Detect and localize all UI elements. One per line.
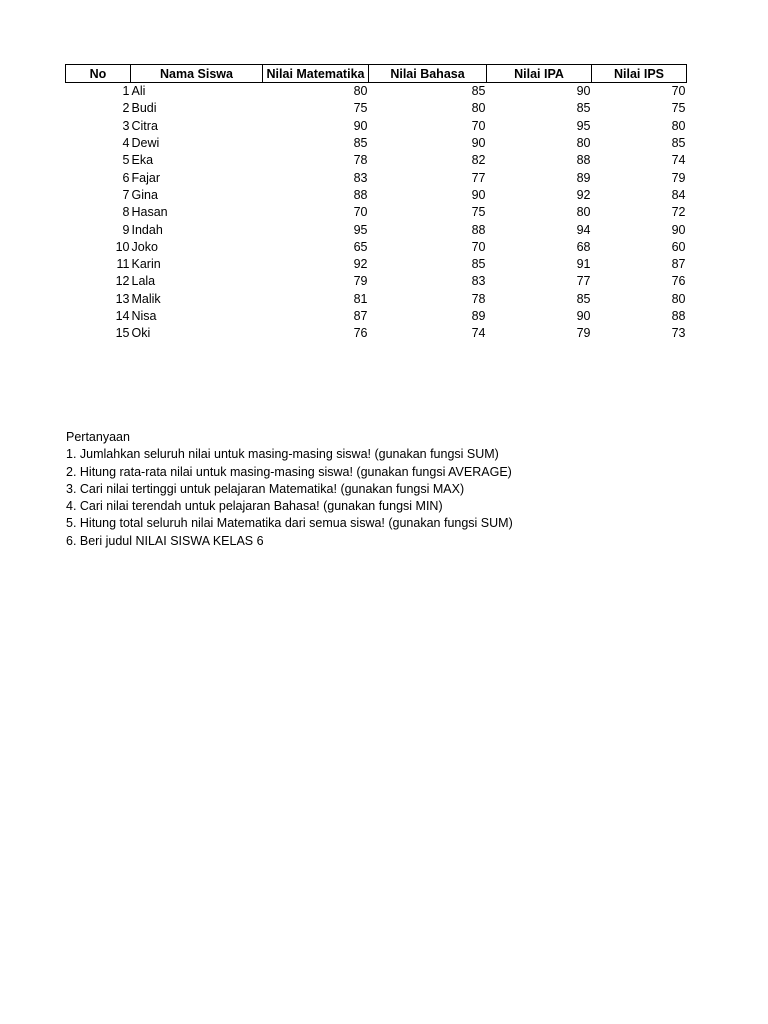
cell-nilai-bahasa[interactable]: 85	[471, 257, 486, 272]
cell-no[interactable]: 14	[115, 309, 130, 323]
cell-nilai-matematika[interactable]: 95	[353, 222, 368, 237]
cell-no[interactable]: 9	[122, 222, 130, 237]
cell-no[interactable]: 4	[122, 136, 130, 151]
cell-nilai-ips[interactable]: 79	[671, 170, 686, 185]
table-row	[66, 187, 687, 204]
cell-nilai-bahasa[interactable]: 77	[471, 170, 486, 185]
cell-nama-siswa[interactable]: Budi	[131, 101, 157, 116]
cell-nilai-ipa[interactable]: 85	[576, 291, 591, 306]
cell-no[interactable]: 15	[115, 326, 130, 341]
cell-nilai-ipa[interactable]: 90	[576, 309, 591, 323]
cell-nilai-matematika[interactable]: 79	[353, 274, 368, 289]
cell-nilai-matematika[interactable]: 90	[353, 118, 368, 133]
cell-nilai-ips[interactable]: 60	[671, 239, 686, 254]
cell-nilai-bahasa[interactable]: 83	[471, 274, 486, 289]
table-row	[66, 118, 687, 135]
cell-nilai-bahasa[interactable]: 89	[471, 309, 486, 323]
cell-nilai-matematika[interactable]: 78	[353, 153, 368, 168]
table-row	[66, 273, 687, 290]
question-item[interactable]: 4. Cari nilai terendah untuk pelajaran Bahasa! (gunakan fungsi MIN)	[66, 499, 443, 514]
cell-nilai-bahasa[interactable]: 90	[471, 136, 486, 151]
cell-nilai-ipa[interactable]: 92	[576, 187, 591, 202]
cell-nilai-bahasa[interactable]: 88	[471, 222, 486, 237]
cell-nilai-ips[interactable]: 87	[671, 257, 686, 272]
cell-nama-siswa[interactable]: Hasan	[131, 205, 168, 220]
header-nilai-ips[interactable]: Nilai IPS	[592, 65, 687, 83]
cell-nilai-matematika[interactable]: 70	[353, 205, 368, 220]
cell-nilai-bahasa[interactable]: 74	[471, 326, 486, 341]
header-row	[66, 65, 687, 83]
cell-nilai-bahasa[interactable]: 70	[471, 239, 486, 254]
table-row	[66, 204, 687, 221]
question-item[interactable]: 1. Jumlahkan seluruh nilai untuk masing-masing siswa! (gunakan fungsi SUM)	[66, 447, 499, 462]
questions-title[interactable]: Pertanyaan	[66, 430, 130, 444]
cell-nama-siswa[interactable]: Lala	[131, 274, 156, 289]
question-item[interactable]: 5. Hitung total seluruh nilai Matematika dari semua siswa! (gunakan fungsi SUM)	[66, 516, 513, 531]
cell-nilai-ips[interactable]: 88	[671, 309, 686, 323]
table-row	[66, 239, 687, 256]
table-row	[66, 291, 687, 308]
cell-nama-siswa[interactable]: Fajar	[131, 170, 160, 185]
cell-nilai-matematika[interactable]: 88	[353, 187, 368, 202]
cell-no[interactable]: 12	[115, 274, 130, 289]
cell-nilai-ips[interactable]: 76	[671, 274, 686, 289]
cell-nama-siswa[interactable]: Gina	[131, 187, 158, 202]
cell-nilai-ips[interactable]: 74	[671, 153, 686, 168]
cell-no[interactable]: 5	[122, 153, 130, 168]
questions-section	[66, 429, 706, 550]
cell-nama-siswa[interactable]: Citra	[131, 118, 158, 133]
cell-nama-siswa[interactable]: Joko	[131, 239, 158, 254]
cell-nilai-matematika[interactable]: 81	[353, 291, 368, 306]
cell-no[interactable]: 10	[115, 239, 130, 254]
cell-nama-siswa[interactable]: Ali	[131, 84, 146, 99]
header-nilai-matematika[interactable]: Nilai Matematika	[263, 65, 369, 83]
cell-nilai-ipa[interactable]: 80	[576, 205, 591, 220]
table-row	[66, 221, 687, 238]
cell-nama-siswa[interactable]: Eka	[131, 153, 154, 168]
cell-nilai-ipa[interactable]: 68	[576, 239, 591, 254]
cell-nama-siswa[interactable]: Indah	[131, 222, 163, 237]
cell-nilai-ipa[interactable]: 77	[576, 274, 591, 289]
cell-nama-siswa[interactable]: Malik	[131, 291, 161, 306]
cell-nilai-ipa[interactable]: 80	[576, 136, 591, 151]
cell-no[interactable]: 11	[116, 257, 130, 272]
cell-nilai-bahasa[interactable]: 82	[471, 153, 486, 168]
cell-nilai-matematika[interactable]: 65	[353, 239, 368, 254]
cell-nilai-matematika[interactable]: 87	[353, 309, 368, 323]
cell-nilai-ipa[interactable]: 95	[576, 118, 591, 133]
cell-nilai-ips[interactable]: 90	[671, 222, 686, 237]
header-nilai-bahasa[interactable]: Nilai Bahasa	[369, 65, 487, 83]
spreadsheet-area	[65, 64, 686, 342]
cell-nilai-ips[interactable]: 75	[671, 101, 686, 116]
cell-nilai-ipa[interactable]: 90	[576, 84, 591, 99]
cell-nilai-ipa[interactable]: 88	[576, 153, 591, 168]
cell-nilai-ips[interactable]: 70	[671, 84, 686, 99]
cell-nilai-ips[interactable]: 72	[671, 205, 686, 220]
cell-nilai-bahasa[interactable]: 85	[471, 84, 486, 99]
cell-nilai-bahasa[interactable]: 70	[471, 118, 486, 133]
cell-no[interactable]: 1	[122, 84, 130, 99]
cell-nilai-matematika[interactable]: 75	[353, 101, 368, 116]
cell-no[interactable]: 8	[122, 205, 130, 220]
header-nilai-ipa[interactable]: Nilai IPA	[487, 65, 592, 83]
cell-no[interactable]: 3	[122, 118, 130, 133]
table-row	[66, 308, 687, 325]
cell-nilai-matematika[interactable]: 92	[353, 257, 368, 272]
cell-nilai-ips[interactable]: 80	[671, 118, 686, 133]
cell-nilai-ipa[interactable]: 85	[576, 101, 591, 116]
question-item[interactable]: 6. Beri judul NILAI SISWA KELAS 6	[66, 533, 264, 548]
question-item[interactable]: 2. Hitung rata-rata nilai untuk masing-masing siswa! (gunakan fungsi AVERAGE)	[66, 464, 512, 479]
cell-nilai-bahasa[interactable]: 75	[471, 205, 486, 220]
cell-nilai-bahasa[interactable]: 90	[471, 187, 486, 202]
table-row	[66, 325, 687, 342]
question-item[interactable]: 3. Cari nilai tertinggi untuk pelajaran Matematika! (gunakan fungsi MAX)	[66, 481, 465, 496]
cell-nilai-ips[interactable]: 80	[671, 291, 686, 306]
cell-nama-siswa[interactable]: Nisa	[131, 309, 157, 323]
cell-nilai-matematika[interactable]: 83	[353, 170, 368, 185]
table-row	[66, 83, 687, 101]
cell-no[interactable]: 2	[122, 101, 130, 116]
cell-nama-siswa[interactable]: Dewi	[131, 136, 160, 151]
cell-nilai-ipa[interactable]: 91	[576, 257, 591, 272]
student-scores-table	[65, 64, 687, 342]
cell-no[interactable]: 7	[122, 187, 130, 202]
cell-nama-siswa[interactable]: Karin	[131, 257, 161, 272]
cell-no[interactable]: 6	[122, 170, 130, 185]
cell-nilai-bahasa[interactable]: 80	[471, 101, 486, 116]
table-row	[66, 152, 687, 169]
header-no[interactable]: No	[66, 65, 131, 83]
header-nama-siswa[interactable]: Nama Siswa	[131, 65, 263, 83]
table-row	[66, 169, 687, 186]
cell-nilai-matematika[interactable]: 85	[353, 136, 368, 151]
table-row	[66, 100, 687, 117]
cell-nilai-ipa[interactable]: 94	[576, 222, 591, 237]
cell-no[interactable]: 13	[115, 291, 130, 306]
cell-nilai-ips[interactable]: 84	[671, 187, 686, 202]
cell-nilai-ips[interactable]: 73	[671, 326, 686, 341]
cell-nama-siswa[interactable]: Oki	[131, 326, 151, 341]
cell-nilai-ipa[interactable]: 79	[576, 326, 591, 341]
cell-nilai-bahasa[interactable]: 78	[471, 291, 486, 306]
cell-nilai-matematika[interactable]: 76	[353, 326, 368, 341]
table-row	[66, 256, 687, 273]
cell-nilai-ipa[interactable]: 89	[576, 170, 591, 185]
table-row	[66, 135, 687, 152]
cell-nilai-ips[interactable]: 85	[671, 136, 686, 151]
table-body	[66, 83, 687, 343]
cell-nilai-matematika[interactable]: 80	[353, 84, 368, 99]
